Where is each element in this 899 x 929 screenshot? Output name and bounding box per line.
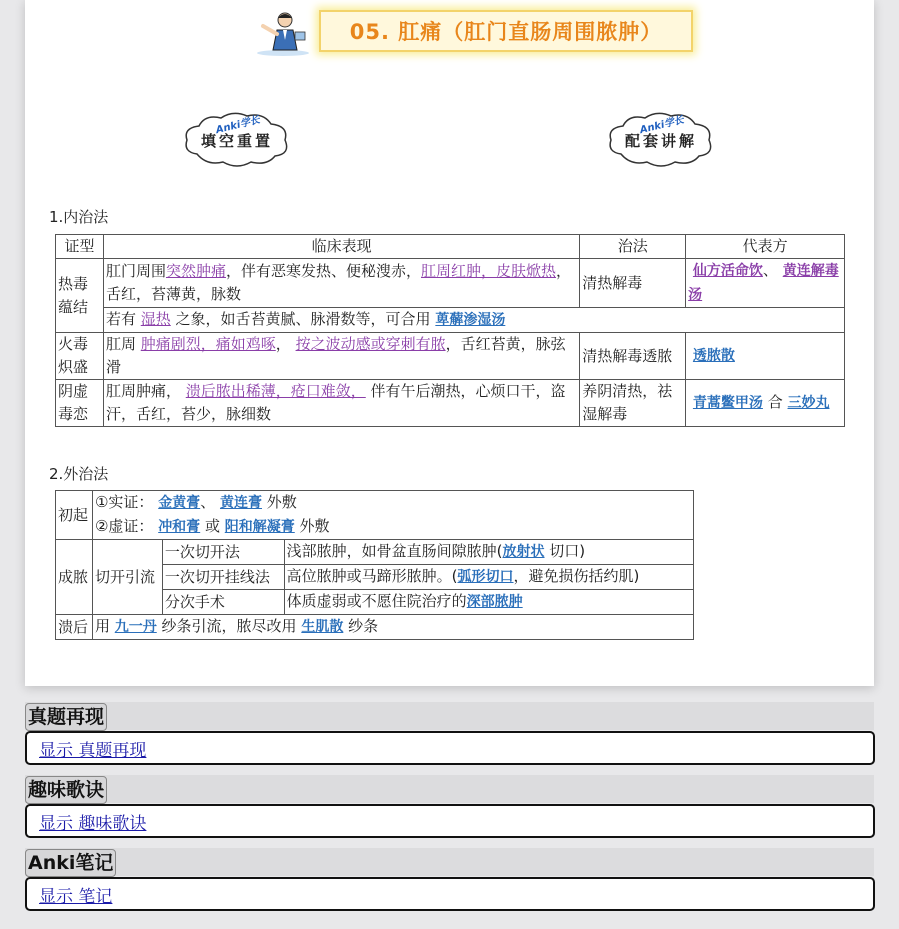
symptom-cell: 肛周 肿痛剧烈，痛如鸡啄， 按之波动感或穿刺有脓，舌红苔黄，脉弦滑 bbox=[103, 333, 579, 380]
symptom-cell: 肛门周围突然肿痛，伴有恶寒发热、便秘溲赤，肛周红肿，皮肤焮热，舌红，苔薄黄，脉数 bbox=[103, 259, 579, 308]
cloze-blank[interactable]: 按之波动感或穿刺有脓 bbox=[295, 335, 446, 353]
show-mnemonic-link[interactable]: 显示 趣味歌诀 bbox=[39, 814, 147, 834]
section-header-bar bbox=[25, 702, 874, 730]
cloze-blank[interactable]: 萆薢渗湿汤 bbox=[435, 312, 506, 328]
cloze-blank[interactable]: 透脓散 bbox=[692, 348, 735, 364]
method-cell: 清热解毒 bbox=[580, 259, 686, 308]
cloze-blank[interactable]: 三妙丸 bbox=[787, 395, 830, 411]
formula-cell: 仙方活命饮、 黄连解毒汤 bbox=[686, 259, 845, 308]
table-row bbox=[56, 615, 694, 640]
table-row bbox=[56, 540, 694, 565]
formula-cell bbox=[686, 333, 845, 380]
formula-cell: 青蒿鳖甲汤 合 三妙丸 bbox=[686, 380, 845, 427]
method-cell: 一次切开法 bbox=[162, 540, 284, 565]
method-cell: 一次切开挂线法 bbox=[162, 565, 284, 590]
reveal-box bbox=[25, 731, 875, 765]
header-cell: 治法 bbox=[580, 235, 686, 259]
table-header-row bbox=[56, 235, 845, 259]
table-row bbox=[56, 259, 845, 308]
cloze-blank[interactable]: 黄连膏 bbox=[219, 495, 262, 511]
desc-cell: 浅部脓肿，如骨盆直肠间隙脓肿(放射状 切口) bbox=[284, 540, 693, 565]
fill-blank-reset-button[interactable] bbox=[181, 108, 293, 170]
cloze-blank[interactable]: 溃后脓出稀薄，疮口难敛， bbox=[185, 382, 366, 400]
cloud-text: 配套讲解 bbox=[624, 132, 697, 150]
external-heading: 2.外治法 bbox=[49, 465, 109, 483]
header-cell: 代表方 bbox=[686, 235, 845, 259]
section-title: 真题再现 bbox=[25, 703, 107, 731]
table-row bbox=[56, 308, 845, 333]
reveal-box bbox=[25, 877, 875, 911]
syndrome-cell: 热毒蕴结 bbox=[56, 259, 104, 333]
cloze-blank[interactable]: 九一丹 bbox=[114, 619, 157, 635]
symptom-cell: 肛周肿痛， 溃后脓出稀薄，疮口难敛， 伴有午后潮热，心烦口干，盗汗，舌红，苔少，脉细数 bbox=[103, 380, 579, 427]
note-card bbox=[25, 0, 874, 686]
cloud-tag: Anki学长 bbox=[214, 114, 262, 137]
table-row bbox=[56, 333, 845, 380]
section-header-bar bbox=[25, 848, 874, 876]
section-header-bar bbox=[25, 775, 874, 803]
cloze-blank[interactable]: 肿痛剧烈，痛如鸡啄 bbox=[140, 335, 276, 353]
cloze-blank[interactable]: 仙方活命饮 bbox=[692, 263, 763, 279]
cloud-text: 填空重置 bbox=[200, 132, 273, 150]
cloze-blank[interactable]: 突然肿痛 bbox=[165, 262, 226, 280]
desc-cell: 体质虚弱或不愿住院治疗的深部脓肿 bbox=[284, 590, 693, 615]
internal-treatment-table bbox=[55, 234, 845, 427]
table-row bbox=[56, 380, 845, 427]
table-row bbox=[56, 491, 694, 540]
cloze-blank[interactable]: 青蒿鳖甲汤 bbox=[692, 395, 763, 411]
sub-cell: 切开引流 bbox=[92, 540, 162, 615]
desc-cell: 高位脓肿或马蹄形脓肿。(弧形切口，避免损伤括约肌) bbox=[284, 565, 693, 590]
header-cell: 证型 bbox=[56, 235, 104, 259]
cloud-tag: Anki学长 bbox=[638, 114, 686, 137]
cloze-blank[interactable]: 肛周红肿，皮肤焮热 bbox=[421, 262, 557, 280]
method-cell: 分次手术 bbox=[162, 590, 284, 615]
page-title: 05. 肛痛（肛门直肠周围脓肿） bbox=[319, 10, 693, 52]
cloze-blank[interactable]: 深部脓肿 bbox=[466, 594, 523, 610]
cloze-blank[interactable]: 黄连解毒汤 bbox=[688, 263, 839, 303]
stage-cell: 成脓 bbox=[56, 540, 93, 615]
content-cell: ①实证： 金黄膏、 黄连膏 外敷 ②虚证： 冲和膏 或 阳和解凝膏 外敷 bbox=[92, 491, 693, 540]
syndrome-cell: 阴虚毒恋 bbox=[56, 380, 104, 427]
internal-heading: 1.内治法 bbox=[49, 208, 109, 226]
syndrome-cell: 火毒炽盛 bbox=[56, 333, 104, 380]
symptom-cell: 若有 湿热 之象，如舌苔黄腻、脉滑数等，可合用 萆薢渗湿汤 bbox=[103, 308, 844, 333]
show-exam-link[interactable]: 显示 真题再现 bbox=[39, 741, 147, 761]
teacher-mascot-icon bbox=[255, 10, 311, 56]
cloze-blank[interactable]: 金黄膏 bbox=[158, 495, 201, 511]
explanation-button[interactable] bbox=[605, 108, 717, 170]
section-title: 趣味歌诀 bbox=[25, 776, 107, 804]
reveal-box bbox=[25, 804, 875, 838]
method-cell: 养阴清热，祛湿解毒 bbox=[580, 380, 686, 427]
cloze-blank[interactable]: 湿热 bbox=[140, 310, 171, 328]
show-notes-link[interactable]: 显示 笔记 bbox=[39, 887, 113, 907]
cloze-blank[interactable]: 弧形切口 bbox=[457, 569, 514, 585]
external-treatment-table bbox=[55, 490, 694, 640]
cloze-blank[interactable]: 生肌散 bbox=[301, 619, 344, 635]
stage-cell: 初起 bbox=[56, 491, 93, 540]
section-title: Anki笔记 bbox=[25, 849, 116, 877]
method-cell: 清热解毒透脓 bbox=[580, 333, 686, 380]
stage-cell: 溃后 bbox=[56, 615, 93, 640]
cloze-blank[interactable]: 冲和膏 bbox=[158, 519, 201, 535]
cloze-blank[interactable]: 阳和解凝膏 bbox=[224, 519, 295, 535]
header-cell: 临床表现 bbox=[103, 235, 579, 259]
content-cell: 用 九一丹 纱条引流，脓尽改用 生肌散 纱条 bbox=[92, 615, 693, 640]
cloze-blank[interactable]: 放射状 bbox=[502, 544, 545, 560]
